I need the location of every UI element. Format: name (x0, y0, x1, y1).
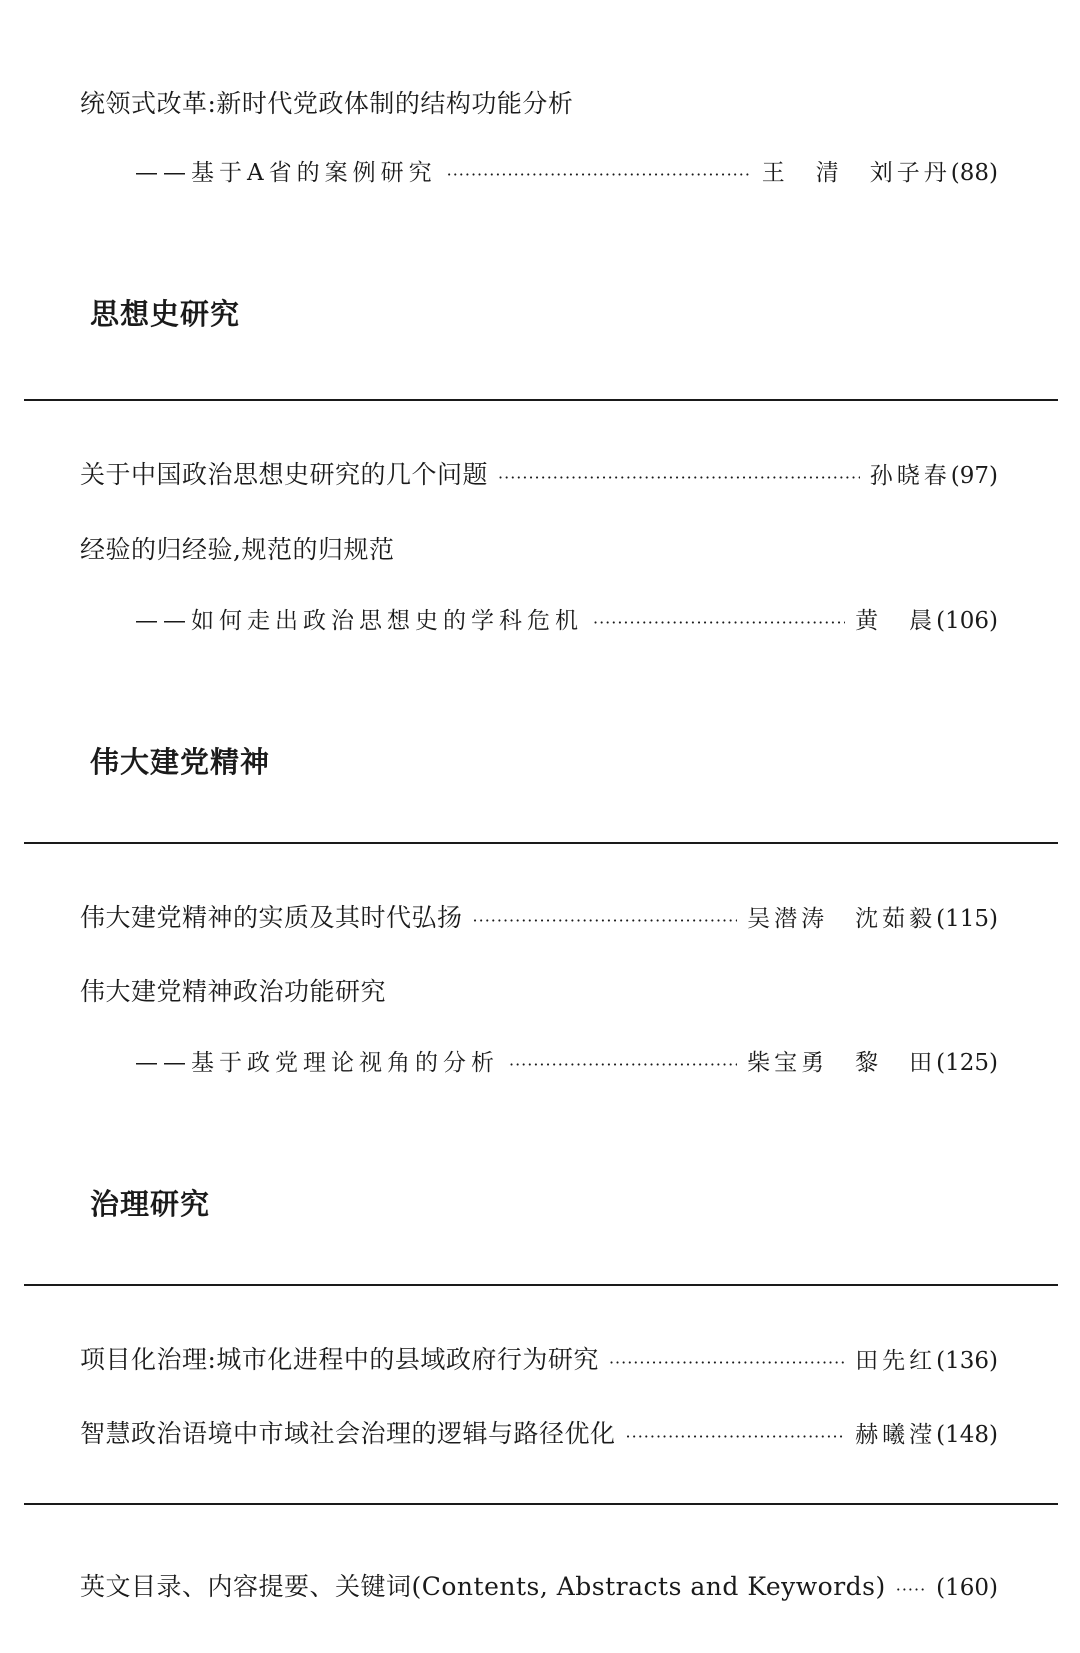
leader-dots (609, 1353, 845, 1372)
section-divider (24, 842, 1058, 844)
entry-title: 智慧政治语境中市域社会治理的逻辑与路径优化 (80, 1419, 616, 1448)
entry-title: 统领式改革:新时代党政体制的结构功能分析 (80, 89, 574, 118)
entry-author: 田先红 (855, 1348, 937, 1374)
leader-dots (509, 1055, 737, 1074)
entry-title: 项目化治理:城市化进程中的县域政府行为研究 (80, 1345, 599, 1374)
toc-entry (80, 1567, 998, 1603)
leader-dots (473, 911, 738, 930)
section-heading: 伟大建党精神 (90, 745, 271, 779)
entry-page: (148) (936, 1422, 998, 1448)
entry-title: 英文目录、内容提要、关键词(Contents, Abstracts and Keywords) (80, 1572, 886, 1601)
leader-dots (447, 165, 752, 184)
section-divider (24, 1284, 1058, 1286)
entry-page: (106) (936, 608, 998, 634)
entry-subtitle: ——如何走出政治思想史的学科危机 (135, 608, 583, 634)
toc-entry-subtitle (135, 154, 998, 187)
entry-subtitle: ——基于A省的案例研究 (135, 160, 437, 186)
leader-dots (593, 613, 845, 632)
toc-entry (80, 455, 998, 491)
section-heading: 思想史研究 (90, 297, 241, 331)
entry-page: (88) (950, 160, 998, 186)
leader-dots (896, 1580, 926, 1599)
entry-page: (97) (950, 463, 998, 489)
toc-entry-title (80, 972, 386, 1008)
leader-dots (498, 468, 860, 487)
toc-entry-title (80, 530, 394, 566)
entry-page: (136) (936, 1348, 998, 1374)
entry-title: 经验的归经验,规范的归规范 (80, 535, 395, 564)
entry-subtitle: ——基于政党理论视角的分析 (135, 1050, 499, 1076)
entry-title: 伟大建党精神的实质及其时代弘扬 (80, 903, 463, 932)
entry-page: (115) (936, 906, 998, 932)
section-heading: 治理研究 (90, 1187, 211, 1221)
entry-author: 黄 晨 (855, 608, 937, 634)
entry-author: 孙晓春 (869, 463, 951, 489)
section-divider (24, 1503, 1058, 1505)
section-divider (24, 399, 1058, 401)
entry-title: 关于中国政治思想史研究的几个问题 (80, 460, 489, 489)
entry-author: 赫曦滢 (855, 1422, 937, 1448)
entry-author: 柴宝勇 黎 田 (747, 1050, 937, 1076)
toc-entry-title (80, 84, 573, 120)
toc-entry (80, 1414, 998, 1450)
leader-dots (626, 1427, 846, 1446)
toc-entry (80, 1340, 998, 1376)
entry-page: (160) (936, 1575, 998, 1601)
toc-entry (80, 898, 998, 934)
entry-author: 王 清 刘子丹 (761, 160, 951, 186)
toc-entry-subtitle (135, 1044, 998, 1077)
entry-author: 吴潜涛 沈茹毅 (747, 906, 937, 932)
toc-entry-subtitle (135, 602, 998, 635)
entry-title: 伟大建党精神政治功能研究 (80, 977, 387, 1006)
entry-page: (125) (936, 1050, 998, 1076)
